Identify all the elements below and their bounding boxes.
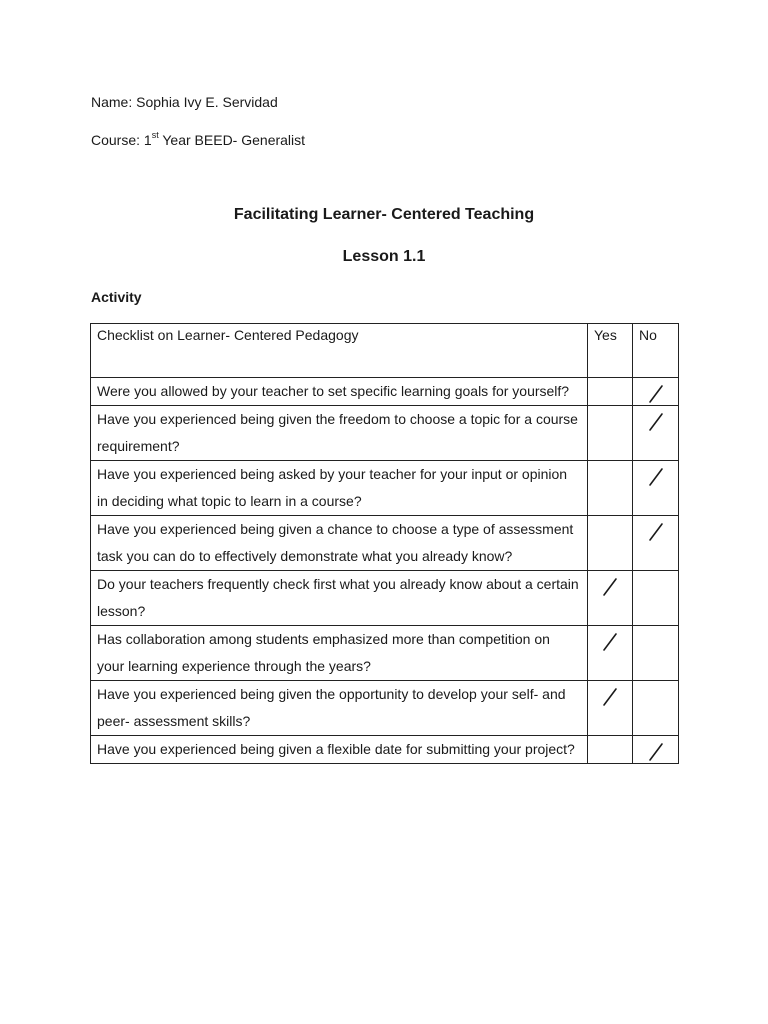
yes-cell <box>588 461 633 516</box>
course-name: Year BEED- Generalist <box>162 132 306 148</box>
yes-cell <box>588 736 633 764</box>
check-stroke-icon <box>602 687 618 707</box>
no-cell <box>633 516 679 571</box>
table-row <box>91 681 679 736</box>
question-text: Have you experienced being given a flexible date for submitting your project? <box>97 741 575 757</box>
table-row <box>91 571 679 626</box>
checklist-table <box>90 323 679 764</box>
question-text: Do your teachers frequently check first what you already know about a certain lesson? <box>97 576 579 619</box>
table-row <box>91 461 679 516</box>
no-column-header: No <box>633 324 679 378</box>
no-cell <box>633 378 679 406</box>
yes-column-header: Yes <box>588 324 633 378</box>
question-cell <box>91 406 588 461</box>
yes-cell <box>588 516 633 571</box>
document-title: Facilitating Learner- Centered Teaching <box>233 206 535 223</box>
no-cell <box>633 571 679 626</box>
yes-cell <box>588 378 633 406</box>
question-cell <box>91 681 588 736</box>
table-row <box>91 378 679 406</box>
check-stroke-icon <box>648 412 664 432</box>
no-cell <box>633 736 679 764</box>
table-row <box>91 736 679 764</box>
yes-cell <box>588 571 633 626</box>
activity-heading: Activity <box>91 289 142 305</box>
course-label: Course: <box>91 132 141 148</box>
yes-cell <box>588 681 633 736</box>
table-row <box>91 516 679 571</box>
no-cell <box>633 406 679 461</box>
question-text: Have you experienced being asked by your teacher for your input or opinion in deciding what topic to learn in a course? <box>97 466 568 509</box>
question-cell <box>91 516 588 571</box>
course-year-number: 1 <box>143 132 152 148</box>
no-cell <box>633 461 679 516</box>
check-stroke-icon <box>648 742 664 762</box>
table-row <box>91 626 679 681</box>
yes-cell <box>588 406 633 461</box>
question-cell <box>91 461 588 516</box>
question-text: Have you experienced being given the opportunity to develop your self- and peer- assessment skills? <box>97 686 566 729</box>
name-label: Name: <box>91 94 133 110</box>
question-cell <box>91 378 588 406</box>
yes-cell <box>588 626 633 681</box>
table-row <box>91 406 679 461</box>
student-name-line <box>91 93 278 111</box>
question-text: Has collaboration among students emphasized more than competition on your learning experience through the years? <box>97 631 550 674</box>
no-cell <box>633 681 679 736</box>
check-stroke-icon <box>602 632 618 652</box>
course-line <box>91 131 305 149</box>
question-text: Were you allowed by your teacher to set specific learning goals for yourself? <box>97 383 570 399</box>
check-stroke-icon <box>648 522 664 542</box>
check-stroke-icon <box>648 384 664 404</box>
question-text: Have you experienced being given the freedom to choose a topic for a course requirement? <box>97 411 578 454</box>
course-year-suffix: st <box>151 130 159 141</box>
check-stroke-icon <box>648 467 664 487</box>
check-stroke-icon <box>602 577 618 597</box>
question-cell <box>91 736 588 764</box>
lesson-heading: Lesson 1.1 <box>342 248 426 265</box>
question-text: Have you experienced being given a chance to choose a type of assessment task you can do to effectively demonstrate what you already know? <box>97 521 574 564</box>
table-header-row <box>91 324 679 378</box>
question-cell <box>91 626 588 681</box>
question-column-header: Checklist on Learner- Centered Pedagogy <box>91 324 588 378</box>
question-cell <box>91 571 588 626</box>
student-name: Sophia Ivy E. Servidad <box>136 94 278 110</box>
no-cell <box>633 626 679 681</box>
